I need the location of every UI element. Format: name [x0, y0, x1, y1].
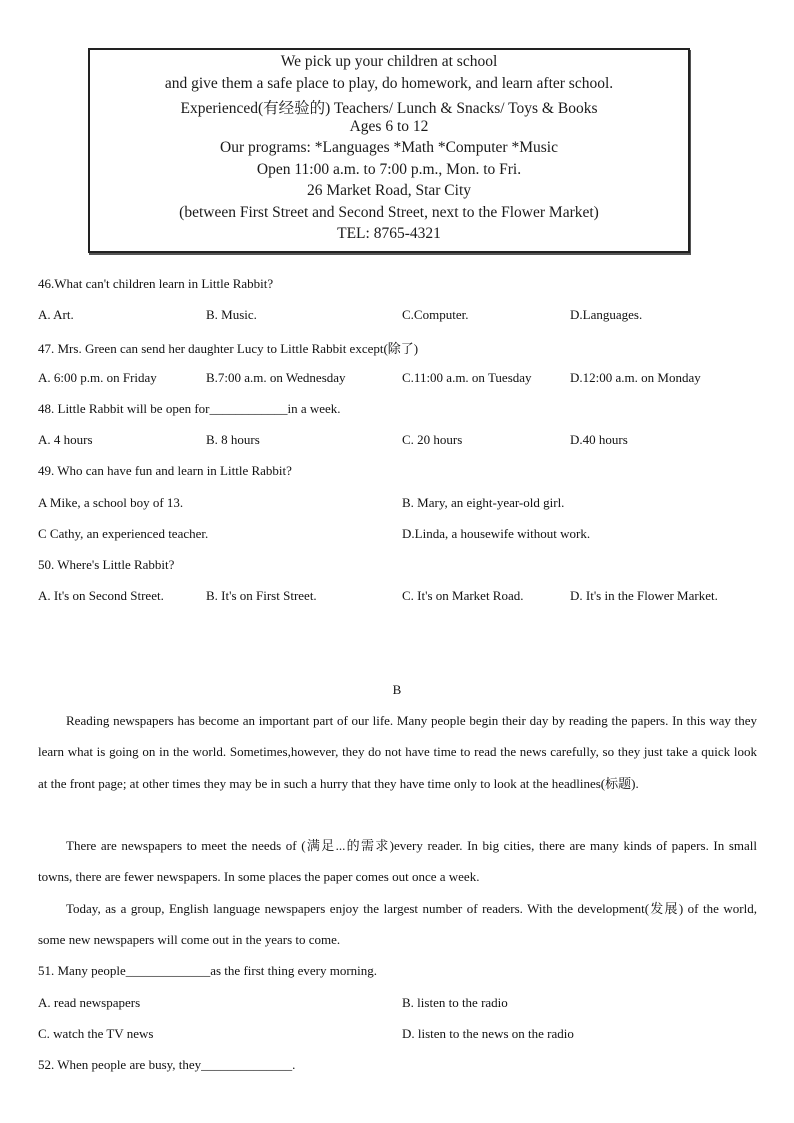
q48-option-b: B. 8 hours	[206, 432, 260, 447]
passage-paragraph-2: There are newspapers to meet the needs of (满足...的需求)every reader. In big cities, there are many kinds of papers. In small towns, there are fewer newspapers. In some places the paper comes out once a week.	[38, 838, 757, 885]
q51-option-a: A. read newspapers	[38, 995, 141, 1010]
q49-option-d: D.Linda, a housewife without work.	[402, 526, 591, 541]
ad-line: TEL: 8765-4321	[337, 225, 441, 242]
question-52-stem: 52. When people are busy, they______________.	[38, 1057, 296, 1072]
q48-option-a: A. 4 hours	[38, 432, 93, 447]
passage-paragraph-1: Reading newspapers has become an important part of our life. Many people begin their day by reading the papers. In this way they learn what is going on in the world. Sometimes,however, they do not have time to read the news carefully, so they just take a quick look at the front page; at other times they may be in such a hurry that they have time only to look at the headlines(标题).	[38, 713, 757, 791]
ad-line: Open 11:00 a.m. to 7:00 p.m., Mon. to Fri.	[256, 161, 522, 178]
ad-line: Our programs: *Languages *Math *Computer *Music	[220, 139, 558, 156]
q48-option-d: D.40 hours	[570, 432, 628, 447]
q46-option-c: C.Computer.	[402, 307, 469, 322]
q51-option-c: C. watch the TV news	[38, 1026, 154, 1041]
ad-line: (between First Street and Second Street, next to the Flower Market)	[179, 204, 599, 221]
q46-option-d: D.Languages.	[570, 307, 643, 322]
passage-paragraph-3: Today, as a group, English language newspapers enjoy the largest number of readers. With the development(发展) of the world, some new newspapers will come out in the years to come.	[38, 901, 757, 948]
q47-option-b: B.7:00 a.m. on Wednesday	[206, 370, 346, 385]
section-b-heading: B	[392, 682, 402, 697]
ad-line: Experienced(有经验的) Teachers/ Lunch & Snacks/ Toys & Books	[180, 100, 598, 117]
q47-option-d: D.12:00 a.m. on Monday	[570, 370, 701, 385]
question-46-stem: 46.What can't children learn in Little Rabbit?	[38, 276, 274, 291]
q46-option-b: B. Music.	[206, 307, 257, 322]
ad-line: Ages 6 to 12	[349, 118, 429, 135]
q47-option-a: A. 6:00 p.m. on Friday	[38, 370, 157, 385]
q50-option-d: D. It's in the Flower Market.	[570, 588, 718, 603]
q48-option-c: C. 20 hours	[402, 432, 463, 447]
q46-option-a: A. Art.	[38, 307, 74, 322]
q50-option-c: C. It's on Market Road.	[402, 588, 524, 603]
advertisement-box	[88, 48, 690, 253]
q47-option-c: C.11:00 a.m. on Tuesday	[402, 370, 532, 385]
question-49-stem: 49. Who can have fun and learn in Little Rabbit?	[38, 463, 292, 478]
ad-line: and give them a safe place to play, do homework, and learn after school.	[164, 75, 614, 92]
ad-line: 26 Market Road, Star City	[306, 182, 472, 199]
q50-option-a: A. It's on Second Street.	[38, 588, 164, 603]
q51-option-b: B. listen to the radio	[402, 995, 508, 1010]
q50-option-b: B. It's on First Street.	[206, 588, 317, 603]
question-51-stem: 51. Many people_____________as the first thing every morning.	[38, 963, 378, 978]
question-47-stem: 47. Mrs. Green can send her daughter Lucy to Little Rabbit except(除了)	[38, 341, 419, 356]
question-48-stem: 48. Little Rabbit will be open for____________in a week.	[38, 401, 341, 416]
q49-option-b: B. Mary, an eight-year-old girl.	[402, 495, 565, 510]
q51-option-d: D. listen to the news on the radio	[402, 1026, 574, 1041]
q49-option-c: C Cathy, an experienced teacher.	[38, 526, 209, 541]
ad-line: We pick up your children at school	[280, 53, 498, 70]
q49-option-a: A Mike, a school boy of 13.	[38, 495, 184, 510]
question-50-stem: 50. Where's Little Rabbit?	[38, 557, 175, 572]
